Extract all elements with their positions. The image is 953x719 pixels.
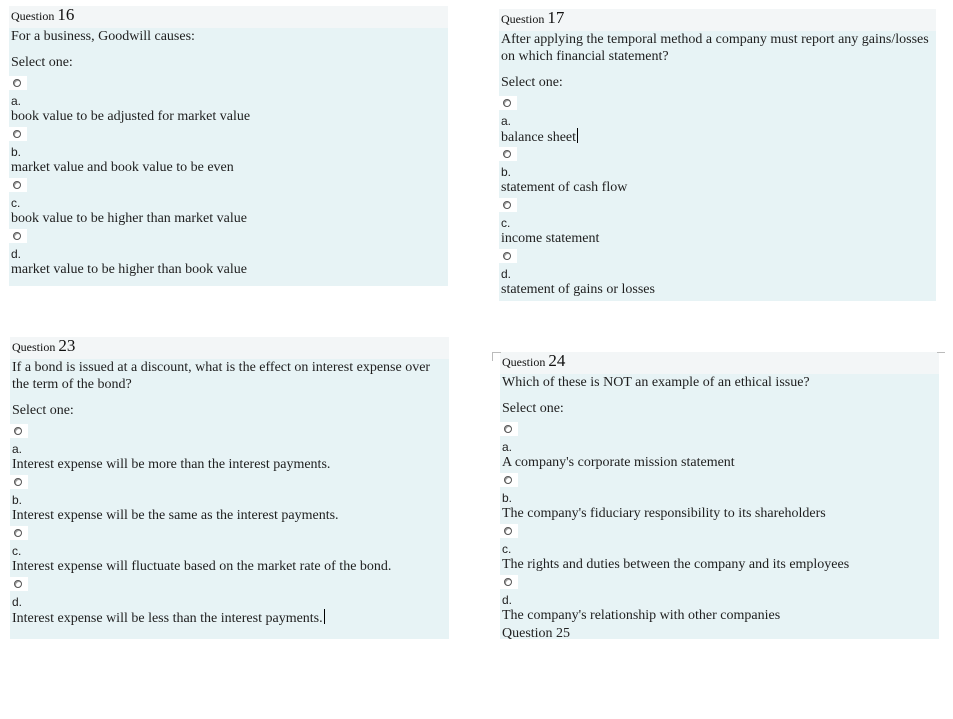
radio-button[interactable] [13,232,21,240]
question-23-panel [10,337,449,639]
option-letter: c. [502,542,512,556]
option-text[interactable]: Interest expense will be less than the interest payments. [12,611,323,626]
question-number: 24 [548,351,566,370]
option-text[interactable]: Interest expense will be more than the interest payments. [12,457,331,472]
option-letter: c. [501,216,511,230]
question-header [9,6,448,28]
question-header [500,352,939,374]
select-one-label: Select one: [502,401,564,416]
radio-button[interactable] [504,527,512,535]
option-text[interactable]: book value to be adjusted for market value [11,109,251,124]
select-one-label: Select one: [501,75,563,90]
option-b-radio-row[interactable] [10,474,449,490]
option-b-radio-row[interactable] [9,126,448,142]
option-text[interactable]: statement of gains or losses [501,282,655,297]
radio-button[interactable] [504,578,512,586]
question-text: After applying the temporal method a company must report any gains/losses on which financial statement? [501,32,929,64]
question-text: For a business, Goodwill causes: [11,29,195,44]
option-d-radio-row[interactable] [500,574,939,590]
radio-button[interactable] [504,425,512,433]
option-text[interactable]: balance sheet [501,130,577,145]
radio-button[interactable] [504,476,512,484]
radio-button[interactable] [13,79,21,87]
text-cursor [577,128,578,143]
option-text[interactable]: Interest expense will fluctuate based on the market rate of the bond. [12,559,392,574]
option-text[interactable]: market value and book value to be even [11,160,234,175]
option-c-radio-row[interactable] [499,197,936,213]
question-text: If a bond is issued at a discount, what is the effect on interest expense over the term of the bond? [12,360,431,392]
question-header [499,9,936,31]
question-label: Question 24 [502,351,566,370]
next-question-peek: Question 25 [502,626,571,641]
text-cursor [324,609,325,624]
radio-button[interactable] [503,201,511,209]
option-text[interactable]: Interest expense will be the same as the interest payments. [12,508,339,523]
radio-button[interactable] [503,150,511,158]
option-d-radio-row[interactable] [10,576,449,592]
radio-button[interactable] [14,529,22,537]
question-number: 23 [58,336,76,355]
option-letter: b. [502,491,513,505]
option-d-radio-row[interactable] [499,248,936,264]
option-letter: b. [12,493,23,507]
option-letter: c. [12,544,22,558]
option-c-radio-row[interactable] [9,177,448,193]
option-letter: d. [12,595,23,609]
option-letter: a. [12,442,23,456]
question-label: Question 23 [12,336,76,355]
option-text[interactable]: book value to be higher than market value [11,211,247,226]
question-24-panel [500,352,939,639]
question-text: Which of these is NOT an example of an ethical issue? [502,375,810,390]
question-number: 16 [57,5,75,24]
option-letter: d. [11,247,22,261]
option-text[interactable]: A company's corporate mission statement [502,455,735,470]
select-one-label: Select one: [11,55,73,70]
question-header [10,337,449,359]
corner-mark [492,352,501,361]
option-text[interactable]: market value to be higher than book value [11,262,247,277]
option-c-radio-row[interactable] [500,523,939,539]
radio-button[interactable] [13,181,21,189]
option-letter: a. [11,94,22,108]
radio-button[interactable] [13,130,21,138]
radio-button[interactable] [503,252,511,260]
option-text[interactable]: income statement [501,231,600,246]
radio-button[interactable] [14,478,22,486]
option-letter: d. [502,593,513,607]
option-a-radio-row[interactable] [499,95,936,111]
question-number: 17 [547,8,565,27]
option-letter: d. [501,267,512,281]
option-c-radio-row[interactable] [10,525,449,541]
question-label: Question 16 [11,5,75,24]
corner-mark [937,352,945,361]
option-d-radio-row[interactable] [9,228,448,244]
option-letter: b. [11,145,22,159]
option-letter: a. [501,114,512,128]
option-b-radio-row[interactable] [500,472,939,488]
option-letter: b. [501,165,512,179]
question-label: Question 17 [501,8,565,27]
select-one-label: Select one: [12,403,74,418]
option-b-radio-row[interactable] [499,146,936,162]
option-text[interactable]: The company's fiduciary responsibility to its shareholders [502,506,826,521]
option-text[interactable]: The company's relationship with other companies [502,608,781,623]
radio-button[interactable] [503,99,511,107]
option-letter: c. [11,196,21,210]
question-17-panel [499,9,936,301]
option-a-radio-row[interactable] [9,75,448,91]
option-text[interactable]: statement of cash flow [501,180,628,195]
question-16-panel [9,6,448,286]
option-a-radio-row[interactable] [10,423,449,439]
option-letter: a. [502,440,513,454]
radio-button[interactable] [14,580,22,588]
option-text[interactable]: The rights and duties between the company and its employees [502,557,850,572]
option-a-radio-row[interactable] [500,421,939,437]
radio-button[interactable] [14,427,22,435]
